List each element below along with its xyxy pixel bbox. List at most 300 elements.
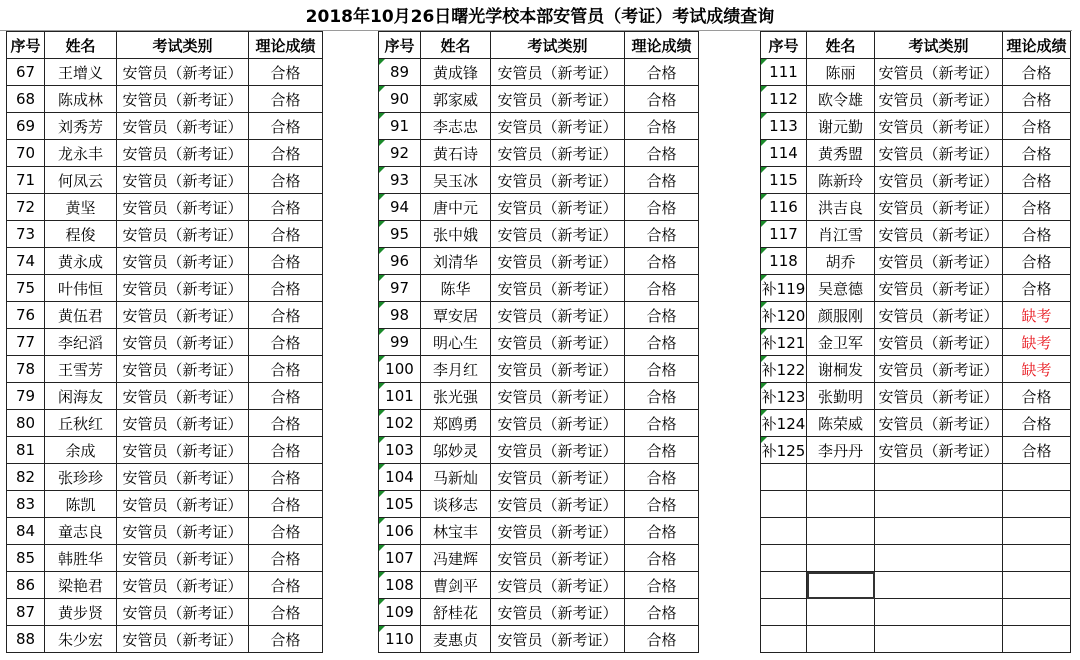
seq-cell[interactable]: 100: [379, 356, 421, 383]
seq-cell[interactable]: 91: [379, 113, 421, 140]
seq-cell[interactable]: 76: [7, 302, 45, 329]
seq-cell[interactable]: [761, 626, 807, 653]
name-cell[interactable]: 闲海友: [45, 383, 117, 410]
table-row: [761, 221, 1071, 248]
name-cell[interactable]: 颜服刚: [807, 302, 875, 329]
category-cell[interactable]: 安管员（新考证）: [875, 275, 1003, 302]
seq-cell[interactable]: 87: [7, 599, 45, 626]
score-cell[interactable]: [1003, 518, 1071, 545]
category-cell[interactable]: 安管员（新考证）: [117, 86, 249, 113]
score-cell[interactable]: 合格: [249, 221, 323, 248]
score-cell[interactable]: 合格: [249, 86, 323, 113]
category-cell[interactable]: 安管员（新考证）: [117, 248, 249, 275]
seq-cell[interactable]: 78: [7, 356, 45, 383]
name-cell[interactable]: 胡乔: [807, 248, 875, 275]
seq-cell[interactable]: 80: [7, 410, 45, 437]
seq-cell[interactable]: 117: [761, 221, 807, 248]
category-cell[interactable]: 安管员（新考证）: [117, 194, 249, 221]
score-cell[interactable]: 合格: [625, 86, 699, 113]
score-cell[interactable]: 合格: [249, 167, 323, 194]
category-cell[interactable]: [875, 572, 1003, 599]
seq-cell[interactable]: [761, 518, 807, 545]
category-cell[interactable]: 安管员（新考证）: [491, 572, 625, 599]
seq-cell[interactable]: 67: [7, 59, 45, 86]
category-cell[interactable]: 安管员（新考证）: [875, 248, 1003, 275]
header-category[interactable]: 考试类别: [875, 32, 1003, 59]
name-cell[interactable]: 黄石诗: [421, 140, 491, 167]
category-cell[interactable]: 安管员（新考证）: [491, 626, 625, 653]
category-cell[interactable]: 安管员（新考证）: [117, 491, 249, 518]
seq-cell[interactable]: 68: [7, 86, 45, 113]
score-cell[interactable]: [1003, 491, 1071, 518]
category-cell[interactable]: 安管员（新考证）: [117, 167, 249, 194]
category-cell[interactable]: 安管员（新考证）: [875, 86, 1003, 113]
score-cell[interactable]: 合格: [1003, 194, 1071, 221]
name-cell[interactable]: 谢元勤: [807, 113, 875, 140]
category-cell[interactable]: [875, 464, 1003, 491]
name-cell[interactable]: 叶伟恒: [45, 275, 117, 302]
seq-cell[interactable]: 补119: [761, 275, 807, 302]
score-cell[interactable]: [1003, 626, 1071, 653]
score-cell[interactable]: 合格: [625, 194, 699, 221]
category-cell[interactable]: 安管员（新考证）: [875, 140, 1003, 167]
name-cell[interactable]: 欧令雄: [807, 86, 875, 113]
seq-cell[interactable]: [761, 545, 807, 572]
name-cell[interactable]: 李纪滔: [45, 329, 117, 356]
name-cell[interactable]: [807, 599, 875, 626]
seq-cell[interactable]: [761, 599, 807, 626]
seq-cell[interactable]: 72: [7, 194, 45, 221]
score-cell[interactable]: 合格: [1003, 410, 1071, 437]
category-cell[interactable]: 安管员（新考证）: [875, 437, 1003, 464]
seq-cell[interactable]: 113: [761, 113, 807, 140]
name-cell[interactable]: [807, 626, 875, 653]
name-cell[interactable]: 程俊: [45, 221, 117, 248]
category-cell[interactable]: 安管员（新考证）: [491, 599, 625, 626]
score-cell[interactable]: 合格: [249, 140, 323, 167]
category-cell[interactable]: 安管员（新考证）: [117, 221, 249, 248]
table-row: [379, 221, 699, 248]
seq-cell[interactable]: 86: [7, 572, 45, 599]
score-cell[interactable]: 合格: [1003, 59, 1071, 86]
category-cell[interactable]: 安管员（新考证）: [875, 383, 1003, 410]
seq-cell[interactable]: 补123: [761, 383, 807, 410]
category-cell[interactable]: 安管员（新考证）: [117, 518, 249, 545]
seq-cell[interactable]: 补121: [761, 329, 807, 356]
name-cell[interactable]: 黄坚: [45, 194, 117, 221]
category-cell[interactable]: 安管员（新考证）: [491, 302, 625, 329]
seq-cell[interactable]: 89: [379, 59, 421, 86]
score-cell[interactable]: 合格: [625, 383, 699, 410]
seq-cell[interactable]: 69: [7, 113, 45, 140]
score-cell[interactable]: 合格: [625, 140, 699, 167]
category-cell[interactable]: 安管员（新考证）: [491, 275, 625, 302]
category-cell[interactable]: 安管员（新考证）: [117, 275, 249, 302]
score-cell[interactable]: [1003, 464, 1071, 491]
score-cell[interactable]: 合格: [1003, 113, 1071, 140]
score-cell[interactable]: 合格: [1003, 167, 1071, 194]
category-cell[interactable]: 安管员（新考证）: [117, 140, 249, 167]
score-cell[interactable]: 合格: [1003, 221, 1071, 248]
name-cell[interactable]: 洪吉良: [807, 194, 875, 221]
score-cell[interactable]: 合格: [249, 626, 323, 653]
score-cell[interactable]: 合格: [625, 518, 699, 545]
table-row: [761, 113, 1071, 140]
score-cell[interactable]: 合格: [249, 599, 323, 626]
score-cell[interactable]: 合格: [625, 437, 699, 464]
category-cell[interactable]: 安管员（新考证）: [117, 302, 249, 329]
name-cell[interactable]: 余成: [45, 437, 117, 464]
seq-cell[interactable]: 82: [7, 464, 45, 491]
category-cell[interactable]: 安管员（新考证）: [875, 302, 1003, 329]
table-row: [7, 572, 323, 599]
category-cell[interactable]: 安管员（新考证）: [491, 356, 625, 383]
name-cell[interactable]: 张光强: [421, 383, 491, 410]
name-cell[interactable]: 舒桂花: [421, 599, 491, 626]
table-row: [761, 572, 1071, 599]
table-row: [7, 383, 323, 410]
name-cell[interactable]: 何凤云: [45, 167, 117, 194]
score-cell[interactable]: 合格: [625, 329, 699, 356]
seq-cell[interactable]: 75: [7, 275, 45, 302]
seq-cell[interactable]: 85: [7, 545, 45, 572]
score-cell[interactable]: 缺考: [1003, 329, 1071, 356]
score-cell[interactable]: [1003, 572, 1071, 599]
name-cell[interactable]: 邬妙灵: [421, 437, 491, 464]
score-cell[interactable]: 合格: [249, 248, 323, 275]
table-row: [761, 59, 1071, 86]
seq-cell[interactable]: 116: [761, 194, 807, 221]
seq-cell[interactable]: 111: [761, 59, 807, 86]
seq-cell[interactable]: 92: [379, 140, 421, 167]
score-cell[interactable]: 缺考: [1003, 356, 1071, 383]
table-row: [7, 356, 323, 383]
category-cell[interactable]: 安管员（新考证）: [117, 599, 249, 626]
name-cell[interactable]: 曹剑平: [421, 572, 491, 599]
header-seq[interactable]: 序号: [7, 32, 45, 59]
table-row: [761, 410, 1071, 437]
header-category[interactable]: 考试类别: [491, 32, 625, 59]
table-row: [7, 221, 323, 248]
category-cell[interactable]: 安管员（新考证）: [491, 329, 625, 356]
name-cell[interactable]: 谈移志: [421, 491, 491, 518]
name-cell[interactable]: 陈凯: [45, 491, 117, 518]
category-cell[interactable]: 安管员（新考证）: [117, 356, 249, 383]
name-cell[interactable]: [807, 464, 875, 491]
seq-cell[interactable]: 95: [379, 221, 421, 248]
name-cell[interactable]: 梁艳君: [45, 572, 117, 599]
name-cell[interactable]: 李丹丹: [807, 437, 875, 464]
name-cell[interactable]: 李志忠: [421, 113, 491, 140]
name-cell[interactable]: 吴意德: [807, 275, 875, 302]
category-cell[interactable]: 安管员（新考证）: [117, 383, 249, 410]
header-name[interactable]: 姓名: [45, 32, 117, 59]
seq-cell[interactable]: 105: [379, 491, 421, 518]
name-cell[interactable]: 郑鸥勇: [421, 410, 491, 437]
category-cell[interactable]: 安管员（新考证）: [117, 464, 249, 491]
name-cell[interactable]: 黄成锋: [421, 59, 491, 86]
score-cell[interactable]: 合格: [625, 599, 699, 626]
name-cell[interactable]: 丘秋红: [45, 410, 117, 437]
seq-cell[interactable]: [761, 464, 807, 491]
name-cell[interactable]: 麦惠贞: [421, 626, 491, 653]
score-cell[interactable]: 合格: [625, 545, 699, 572]
table-row: [761, 383, 1071, 410]
name-cell[interactable]: 吴玉冰: [421, 167, 491, 194]
name-cell[interactable]: 刘清华: [421, 248, 491, 275]
header-name[interactable]: 姓名: [421, 32, 491, 59]
score-cell[interactable]: 合格: [249, 464, 323, 491]
name-cell[interactable]: [807, 545, 875, 572]
score-cell[interactable]: 合格: [249, 437, 323, 464]
table-row: [7, 545, 323, 572]
score-cell[interactable]: 合格: [625, 464, 699, 491]
seq-cell[interactable]: 94: [379, 194, 421, 221]
name-cell[interactable]: 张珍珍: [45, 464, 117, 491]
score-cell[interactable]: 合格: [249, 356, 323, 383]
category-cell[interactable]: 安管员（新考证）: [117, 437, 249, 464]
header-score[interactable]: 理论成绩: [1003, 32, 1071, 59]
score-cell[interactable]: 合格: [249, 194, 323, 221]
category-cell[interactable]: 安管员（新考证）: [491, 545, 625, 572]
category-cell[interactable]: 安管员（新考证）: [875, 113, 1003, 140]
name-cell[interactable]: 刘秀芳: [45, 113, 117, 140]
selected-cell[interactable]: [807, 572, 875, 599]
seq-cell[interactable]: 补125: [761, 437, 807, 464]
seq-cell[interactable]: 79: [7, 383, 45, 410]
score-cell[interactable]: 合格: [1003, 437, 1071, 464]
name-cell[interactable]: 朱少宏: [45, 626, 117, 653]
category-cell[interactable]: 安管员（新考证）: [117, 329, 249, 356]
header-category[interactable]: 考试类别: [117, 32, 249, 59]
seq-cell[interactable]: 90: [379, 86, 421, 113]
category-cell[interactable]: 安管员（新考证）: [491, 167, 625, 194]
category-cell[interactable]: 安管员（新考证）: [875, 410, 1003, 437]
seq-cell[interactable]: 84: [7, 518, 45, 545]
name-cell[interactable]: 王雪芳: [45, 356, 117, 383]
seq-cell[interactable]: 96: [379, 248, 421, 275]
seq-cell[interactable]: 106: [379, 518, 421, 545]
category-cell[interactable]: 安管员（新考证）: [117, 545, 249, 572]
table-row: [761, 491, 1071, 518]
category-cell[interactable]: 安管员（新考证）: [491, 221, 625, 248]
seq-cell[interactable]: 补122: [761, 356, 807, 383]
seq-cell[interactable]: [761, 491, 807, 518]
score-cell[interactable]: 合格: [249, 545, 323, 572]
score-cell[interactable]: [1003, 599, 1071, 626]
seq-cell[interactable]: 101: [379, 383, 421, 410]
name-cell[interactable]: 陈华: [421, 275, 491, 302]
category-cell[interactable]: [875, 518, 1003, 545]
seq-cell[interactable]: 73: [7, 221, 45, 248]
table-row: [379, 491, 699, 518]
name-cell[interactable]: 马新灿: [421, 464, 491, 491]
score-cell[interactable]: [1003, 545, 1071, 572]
name-cell[interactable]: 明心生: [421, 329, 491, 356]
name-cell[interactable]: 陈新玲: [807, 167, 875, 194]
category-cell[interactable]: 安管员（新考证）: [491, 59, 625, 86]
category-cell[interactable]: 安管员（新考证）: [117, 59, 249, 86]
score-cell[interactable]: 合格: [1003, 383, 1071, 410]
score-cell[interactable]: 合格: [625, 113, 699, 140]
name-cell[interactable]: 覃安居: [421, 302, 491, 329]
table-row: [761, 86, 1071, 113]
name-cell[interactable]: 龙永丰: [45, 140, 117, 167]
name-cell[interactable]: 陈丽: [807, 59, 875, 86]
seq-cell[interactable]: 70: [7, 140, 45, 167]
name-cell[interactable]: [807, 518, 875, 545]
score-cell[interactable]: 合格: [625, 626, 699, 653]
score-cell[interactable]: 合格: [1003, 248, 1071, 275]
score-cell[interactable]: 合格: [1003, 275, 1071, 302]
header-row: [379, 32, 699, 59]
seq-cell[interactable]: 81: [7, 437, 45, 464]
seq-cell[interactable]: 109: [379, 599, 421, 626]
score-cell[interactable]: 合格: [249, 383, 323, 410]
seq-cell[interactable]: 99: [379, 329, 421, 356]
seq-cell[interactable]: 110: [379, 626, 421, 653]
category-cell[interactable]: 安管员（新考证）: [491, 86, 625, 113]
name-cell[interactable]: 郭家威: [421, 86, 491, 113]
table-row: [379, 167, 699, 194]
table-row: [379, 599, 699, 626]
category-cell[interactable]: 安管员（新考证）: [875, 329, 1003, 356]
score-cell[interactable]: 合格: [625, 167, 699, 194]
category-cell[interactable]: 安管员（新考证）: [117, 113, 249, 140]
category-cell[interactable]: 安管员（新考证）: [117, 572, 249, 599]
score-cell[interactable]: 合格: [1003, 86, 1071, 113]
score-cell[interactable]: 合格: [625, 302, 699, 329]
seq-cell[interactable]: 74: [7, 248, 45, 275]
table-row: [379, 464, 699, 491]
table-row: [379, 113, 699, 140]
category-cell[interactable]: 安管员（新考证）: [875, 167, 1003, 194]
score-cell[interactable]: 缺考: [1003, 302, 1071, 329]
score-cell[interactable]: 合格: [625, 356, 699, 383]
category-cell[interactable]: 安管员（新考证）: [875, 194, 1003, 221]
score-cell[interactable]: 合格: [249, 410, 323, 437]
category-cell[interactable]: 安管员（新考证）: [491, 464, 625, 491]
header-score[interactable]: 理论成绩: [625, 32, 699, 59]
category-cell[interactable]: [875, 491, 1003, 518]
score-cell[interactable]: 合格: [249, 113, 323, 140]
category-cell[interactable]: [875, 599, 1003, 626]
score-cell[interactable]: 合格: [625, 491, 699, 518]
seq-cell[interactable]: 107: [379, 545, 421, 572]
category-cell[interactable]: 安管员（新考证）: [875, 59, 1003, 86]
table-row: [761, 140, 1071, 167]
seq-cell[interactable]: 补120: [761, 302, 807, 329]
header-seq[interactable]: 序号: [379, 32, 421, 59]
score-cell[interactable]: 合格: [625, 248, 699, 275]
seq-cell[interactable]: 93: [379, 167, 421, 194]
name-cell[interactable]: 童志良: [45, 518, 117, 545]
seq-cell[interactable]: 补124: [761, 410, 807, 437]
category-cell[interactable]: 安管员（新考证）: [491, 437, 625, 464]
score-cell[interactable]: 合格: [249, 518, 323, 545]
seq-cell[interactable]: 104: [379, 464, 421, 491]
name-cell[interactable]: 陈荣威: [807, 410, 875, 437]
seq-cell[interactable]: 97: [379, 275, 421, 302]
score-cell[interactable]: 合格: [249, 302, 323, 329]
seq-cell[interactable]: 114: [761, 140, 807, 167]
seq-cell[interactable]: [761, 572, 807, 599]
score-cell[interactable]: 合格: [625, 275, 699, 302]
seq-cell[interactable]: 115: [761, 167, 807, 194]
seq-cell[interactable]: 112: [761, 86, 807, 113]
category-cell[interactable]: [875, 545, 1003, 572]
name-cell[interactable]: 黄秀盟: [807, 140, 875, 167]
name-cell[interactable]: 黄永成: [45, 248, 117, 275]
name-cell[interactable]: 王增义: [45, 59, 117, 86]
score-cell[interactable]: 合格: [249, 329, 323, 356]
name-cell[interactable]: 谢桐发: [807, 356, 875, 383]
score-cell[interactable]: 合格: [625, 410, 699, 437]
name-cell[interactable]: 黄步贤: [45, 599, 117, 626]
category-cell[interactable]: 安管员（新考证）: [875, 356, 1003, 383]
name-cell[interactable]: [807, 491, 875, 518]
score-cell[interactable]: 合格: [625, 221, 699, 248]
name-cell[interactable]: 金卫军: [807, 329, 875, 356]
header-name[interactable]: 姓名: [807, 32, 875, 59]
score-cell[interactable]: 合格: [249, 275, 323, 302]
name-cell[interactable]: 林宝丰: [421, 518, 491, 545]
seq-cell[interactable]: 103: [379, 437, 421, 464]
seq-cell[interactable]: 83: [7, 491, 45, 518]
seq-cell[interactable]: 102: [379, 410, 421, 437]
category-cell[interactable]: 安管员（新考证）: [875, 221, 1003, 248]
name-cell[interactable]: 陈成林: [45, 86, 117, 113]
score-cell[interactable]: 合格: [1003, 140, 1071, 167]
category-cell[interactable]: 安管员（新考证）: [491, 113, 625, 140]
name-cell[interactable]: 韩胜华: [45, 545, 117, 572]
header-score[interactable]: 理论成绩: [249, 32, 323, 59]
category-cell[interactable]: 安管员（新考证）: [491, 383, 625, 410]
seq-cell[interactable]: 71: [7, 167, 45, 194]
category-cell[interactable]: 安管员（新考证）: [491, 194, 625, 221]
category-cell[interactable]: 安管员（新考证）: [117, 410, 249, 437]
seq-cell[interactable]: 108: [379, 572, 421, 599]
category-cell[interactable]: 安管员（新考证）: [491, 518, 625, 545]
name-cell[interactable]: 黄伍君: [45, 302, 117, 329]
score-cell[interactable]: 合格: [625, 59, 699, 86]
score-cell[interactable]: 合格: [249, 491, 323, 518]
name-cell[interactable]: 冯建辉: [421, 545, 491, 572]
name-cell[interactable]: 李月红: [421, 356, 491, 383]
name-cell[interactable]: 肖江雪: [807, 221, 875, 248]
table-row: [7, 59, 323, 86]
seq-cell[interactable]: 88: [7, 626, 45, 653]
name-cell[interactable]: 唐中元: [421, 194, 491, 221]
header-seq[interactable]: 序号: [761, 32, 807, 59]
name-cell[interactable]: 张勤明: [807, 383, 875, 410]
category-cell[interactable]: 安管员（新考证）: [491, 248, 625, 275]
seq-cell[interactable]: 118: [761, 248, 807, 275]
seq-cell[interactable]: 98: [379, 302, 421, 329]
category-cell[interactable]: 安管员（新考证）: [117, 626, 249, 653]
table-row: [7, 113, 323, 140]
category-cell[interactable]: 安管员（新考证）: [491, 410, 625, 437]
category-cell[interactable]: 安管员（新考证）: [491, 140, 625, 167]
seq-cell[interactable]: 77: [7, 329, 45, 356]
score-cell[interactable]: 合格: [625, 572, 699, 599]
table-row: [761, 194, 1071, 221]
score-cell[interactable]: 合格: [249, 59, 323, 86]
category-cell[interactable]: 安管员（新考证）: [491, 491, 625, 518]
score-cell[interactable]: 合格: [249, 572, 323, 599]
category-cell[interactable]: [875, 626, 1003, 653]
name-cell[interactable]: 张中娥: [421, 221, 491, 248]
